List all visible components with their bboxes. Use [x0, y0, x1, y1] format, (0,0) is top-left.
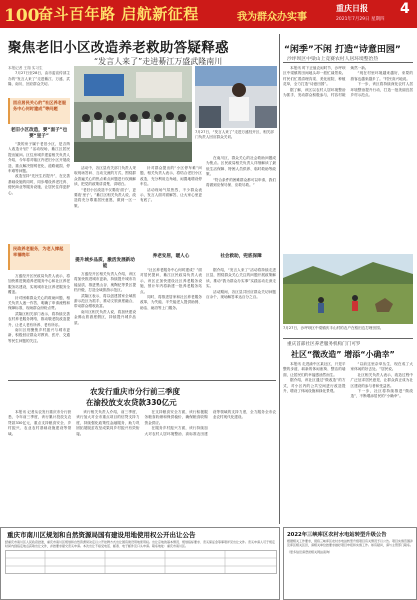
callout-quote-2: 民政养老服务，为老人撑起幸福晚年	[8, 244, 70, 270]
main-story-column-3: 针对群众提出的“小区停车难”问题，相关负责人表示，将结合老旧小区改造，充分利用边角地、闲置地增设停车位。 活动现场气氛热烈，不少群众表示，发言人面对面解答，让大家心里更有底了。	[140, 166, 202, 203]
party-centennial-logo-icon	[4, 3, 40, 26]
community-story-body: 本报讯 走进渝中区某社区，只见平整的步道、崭新的休闲座椅、整洁的墙面，让居民们的幸福感油然而生。 据介绍，该社区通过“微改造”的方式，对小区内的公共空间进行改造提升，增设了休闲设施和绿化景观。 “以前这里杂草丛生，现在成了大家休闲的好去处。”居民说。 社区相关负责人表示，改造过程中广泛征求居民意见，让群众真正成为社区建设的参与者和受益者。 下一步，社区将持续推进“微改造”，不断增添居民的“小确幸”。	[283, 362, 413, 399]
section-subhead-2: 提升城乡品质，激活发展新动能	[75, 258, 135, 269]
main-story-column-1	[8, 66, 70, 96]
hydro-notice-body: 根据相关工作要求，现将三峡库区农村水电站转型升级项目有关情况予以公告。项目实施范围涉及库区相关区县，请相关单位按要求做好项目申报和实施工作。如有疑问，请与主管部门联系。 （更多信息请登录相关网站查询）	[287, 539, 414, 555]
meeting-scene-image	[74, 66, 192, 162]
community-headline: 社区“微改造” 增添“小确幸”	[291, 350, 395, 359]
main-story-column-1-lower: “我的房子属于老旧小区，是否纳入改造计划？”活动现场，綦江区居民提出疑问。区住房城乡建委相关负责人介绍，今年将对辖区内老旧小区开展改造，重点解决管网老化、道路破损、停车难等问题。 改造坚持“先民生后提升”，在完善基础设施的同时，同步增设养老托育、便民商业等服务设施，让居民住得更舒心。	[8, 142, 70, 195]
svg-text:100: 100	[4, 6, 40, 26]
finance-headline-2: 在渝投放支农贷款330亿元	[86, 398, 177, 407]
side-photo-caption: 7月27日，沙坪坝区中梁镇庆丰山村的农户在稻田边打理田园。	[283, 326, 384, 330]
paper-name: 重庆日报	[336, 4, 368, 13]
land-auction-notice	[0, 527, 280, 600]
main-story-column-3-lower: “社区养老服务中心何时建成？”面对居民提问，綦江区民政局负责人表示，该区正加快建设社区养老服务设施，预计年内将新建一批养老服务站点。 同时，将推进居家和社区养老服务改革，为失能、半失能老人提供助餐、助洁、助浴等上门服务。	[140, 268, 202, 310]
hydro-notice-note: （更多信息请登录相关网站查询）	[287, 550, 333, 555]
hydro-notice-title: 2022年三峡库区农村水电站转型升级公告	[287, 532, 387, 538]
land-auction-title: 重庆市南川区规划和自然资源局国有建设用地使用权公开出让公告	[7, 531, 196, 539]
finance-story-body: 本报讯 记者从农发行重庆市分行获悉，今年前三季度，该行累计投放支农贷款330亿元，重点支持粮食安全、乡村振兴、农业农村基础设施建设等领域。 该行相关负责人介绍，前三季度，该行加大对全市重点项目的信贷支持力度，持续强化政策性金融服务，助力巩固拓展脱贫攻坚成果同乡村振兴有效衔接。 在支持粮食安全方面，该行积极服务粮食收储和保供稳价，确保粮食收购资金供应。 在服务乡村振兴方面，该行持续加大对农村人居环境整治、高标准农田建设等领域的支持力度，全力服务全市农业农村现代化建设。	[8, 410, 276, 436]
callout-quote-1: 回应居民关心的“社区养老服务中心何时建成”等问题	[8, 98, 70, 124]
side-story-body: 本报讯 时下正值农闲时节，沙坪坝区中梁镇的田间地头却一派忙碌景象。村民们忙着清理沟渠、美化庭院、种植花草，全力打造“诗意田园”。 据了解，该区以农村人居环境整治为抓手，发动群众积极参与，村容村貌焕然一新。 “现在村里环境越来越好，来耍的游客也越来越多了。”村民高兴地说。 下一步，该区将持续深化农村人居环境整治提升行动，打造一批美丽宜居乡村示范点。	[283, 66, 413, 98]
masthead-banner	[0, 0, 417, 28]
land-auction-body: 经重庆市南川区人民政府批准，重庆市南川区规划和自然资源局决定以公开挂牌方式出让国有建设用地使用权。出让宗地的基本情况、规划指标要求、竞买保证金等事项详见出让文件。竞买申请人可于规定时间内到指定地点获取出让文件，并按要求提交竞买申请。本次出让不接受电话、邮寄、电子邮件及口头申请。联系地址：重庆市南川区。	[5, 540, 277, 598]
side-story-photo	[283, 254, 413, 324]
banner-subtitle: 我为群众办实事	[237, 12, 307, 23]
body-text: 7月27日至28日，由市委宣传部主办的“发言人来了”走进綦江、万盛、武隆、南川，回应群众关切。	[8, 71, 70, 87]
finance-headline: 农发行重庆市分行前三季度	[90, 387, 180, 396]
main-story-column-4-lower: 据介绍，“发言人来了”活动将持续走进区县，围绕群众关心关注的问题开展政策解读，推动“我为群众办实事”实践活动走深走实。 活动期间，各区县共回应群众关切问题百余个，现场解答率达百分之百。	[206, 268, 276, 300]
main-headline: 聚焦老旧小区改造养老救助答疑释惑	[8, 40, 229, 56]
main-subheadline: “发言人来了”走进綦江万盛武隆南川	[94, 57, 223, 66]
community-top-rule	[283, 338, 413, 339]
main-story-photo	[74, 66, 192, 162]
community-kicker: 重庆首部社区养老服务机构门门可罗	[287, 342, 361, 347]
section-subhead-1: 老旧小区改造，要“面子”也要“里子”	[10, 128, 68, 139]
main-story-column-4: 在南川区，群众关心的社会救助问题成为焦点。区民政局相关负责人详细解读了最低生活保障、特困人员供养、临时救助等政策。 “符合条件的困难群众都可以申请，我们将做到应保尽保、应救尽救。”	[206, 156, 276, 188]
side-headline-rule	[283, 62, 413, 63]
main-story-column-2-lower: 万盛经开区相关负责人介绍，该区将加快推进城市更新，持续提升城市功能品质，推进黑山谷、奥陶纪等景区提档升级，打造全域旅游示范区。 武隆区表示，将以创建国家全域旅游示范区为抓手，推动文旅深度融合，带动群众增收致富。 南川区相关负责人说，将加快建设金佛山旅游度假区，持续提升城乡品质。	[74, 272, 136, 325]
rural-field-image	[283, 254, 413, 324]
page-number: 4	[400, 1, 410, 17]
issue-date: 2021年7月29日 星期四	[336, 17, 385, 22]
speaker-photo	[195, 66, 277, 128]
side-subheadline: 沙坪坝区中梁山上竞赛农村人居环境整治热	[287, 57, 379, 62]
main-story-column-2: 活动中，各区县有关部门负责人采取现场答问、互动交流的方式，围绕群众普遍关心的热点难点问题进行权威解读，把党的政策讲清楚、讲明白。 “老旧小区改造不仅要改‘面子’，更要改‘里子’。”綦江区相关负责人说，改造将充分尊重居民意愿，做到一区一策。	[74, 166, 136, 208]
side-headline: “闲季”不闲 打造“诗意田园”	[284, 45, 401, 55]
section-subhead-3: 养老安居，暖人心	[152, 254, 190, 259]
banner-slogan: 奋斗百年路 启航新征程	[38, 5, 199, 23]
hydro-station-notice	[283, 527, 417, 600]
finance-top-rule	[8, 380, 276, 381]
vertical-divider	[279, 34, 280, 524]
byline: 本报记者 王翔 实习生	[8, 66, 43, 70]
main-photo-caption: 7月27日，“发言人来了”走进万盛经开区，相关部门负责人回应群众关切。	[195, 130, 274, 139]
auction-table-image	[5, 550, 277, 574]
section-subhead-4: 社会救助，兜底保障	[220, 254, 262, 259]
main-story-column-1-bottom: 万盛经开区民政局负责人表示，将加快推进街道养老服务中心和社区养老服务站建设，实现城市社区养老服务全覆盖。 针对困难群众关心的救助问题，相关负责人逐一作答，明确了申请流程和保障标准，现场群众纷纷点赞。 武隆区相关部门表示，将持续完善农村养老服务网络，推动敬老院改造提升，让老人老有所养、老有所乐。 南川区则聚焦乡村振兴与城市更新，积极回应群众对教育、医疗、交通等民生问题的关注。	[8, 274, 70, 343]
speaker-scene-image	[195, 66, 277, 128]
